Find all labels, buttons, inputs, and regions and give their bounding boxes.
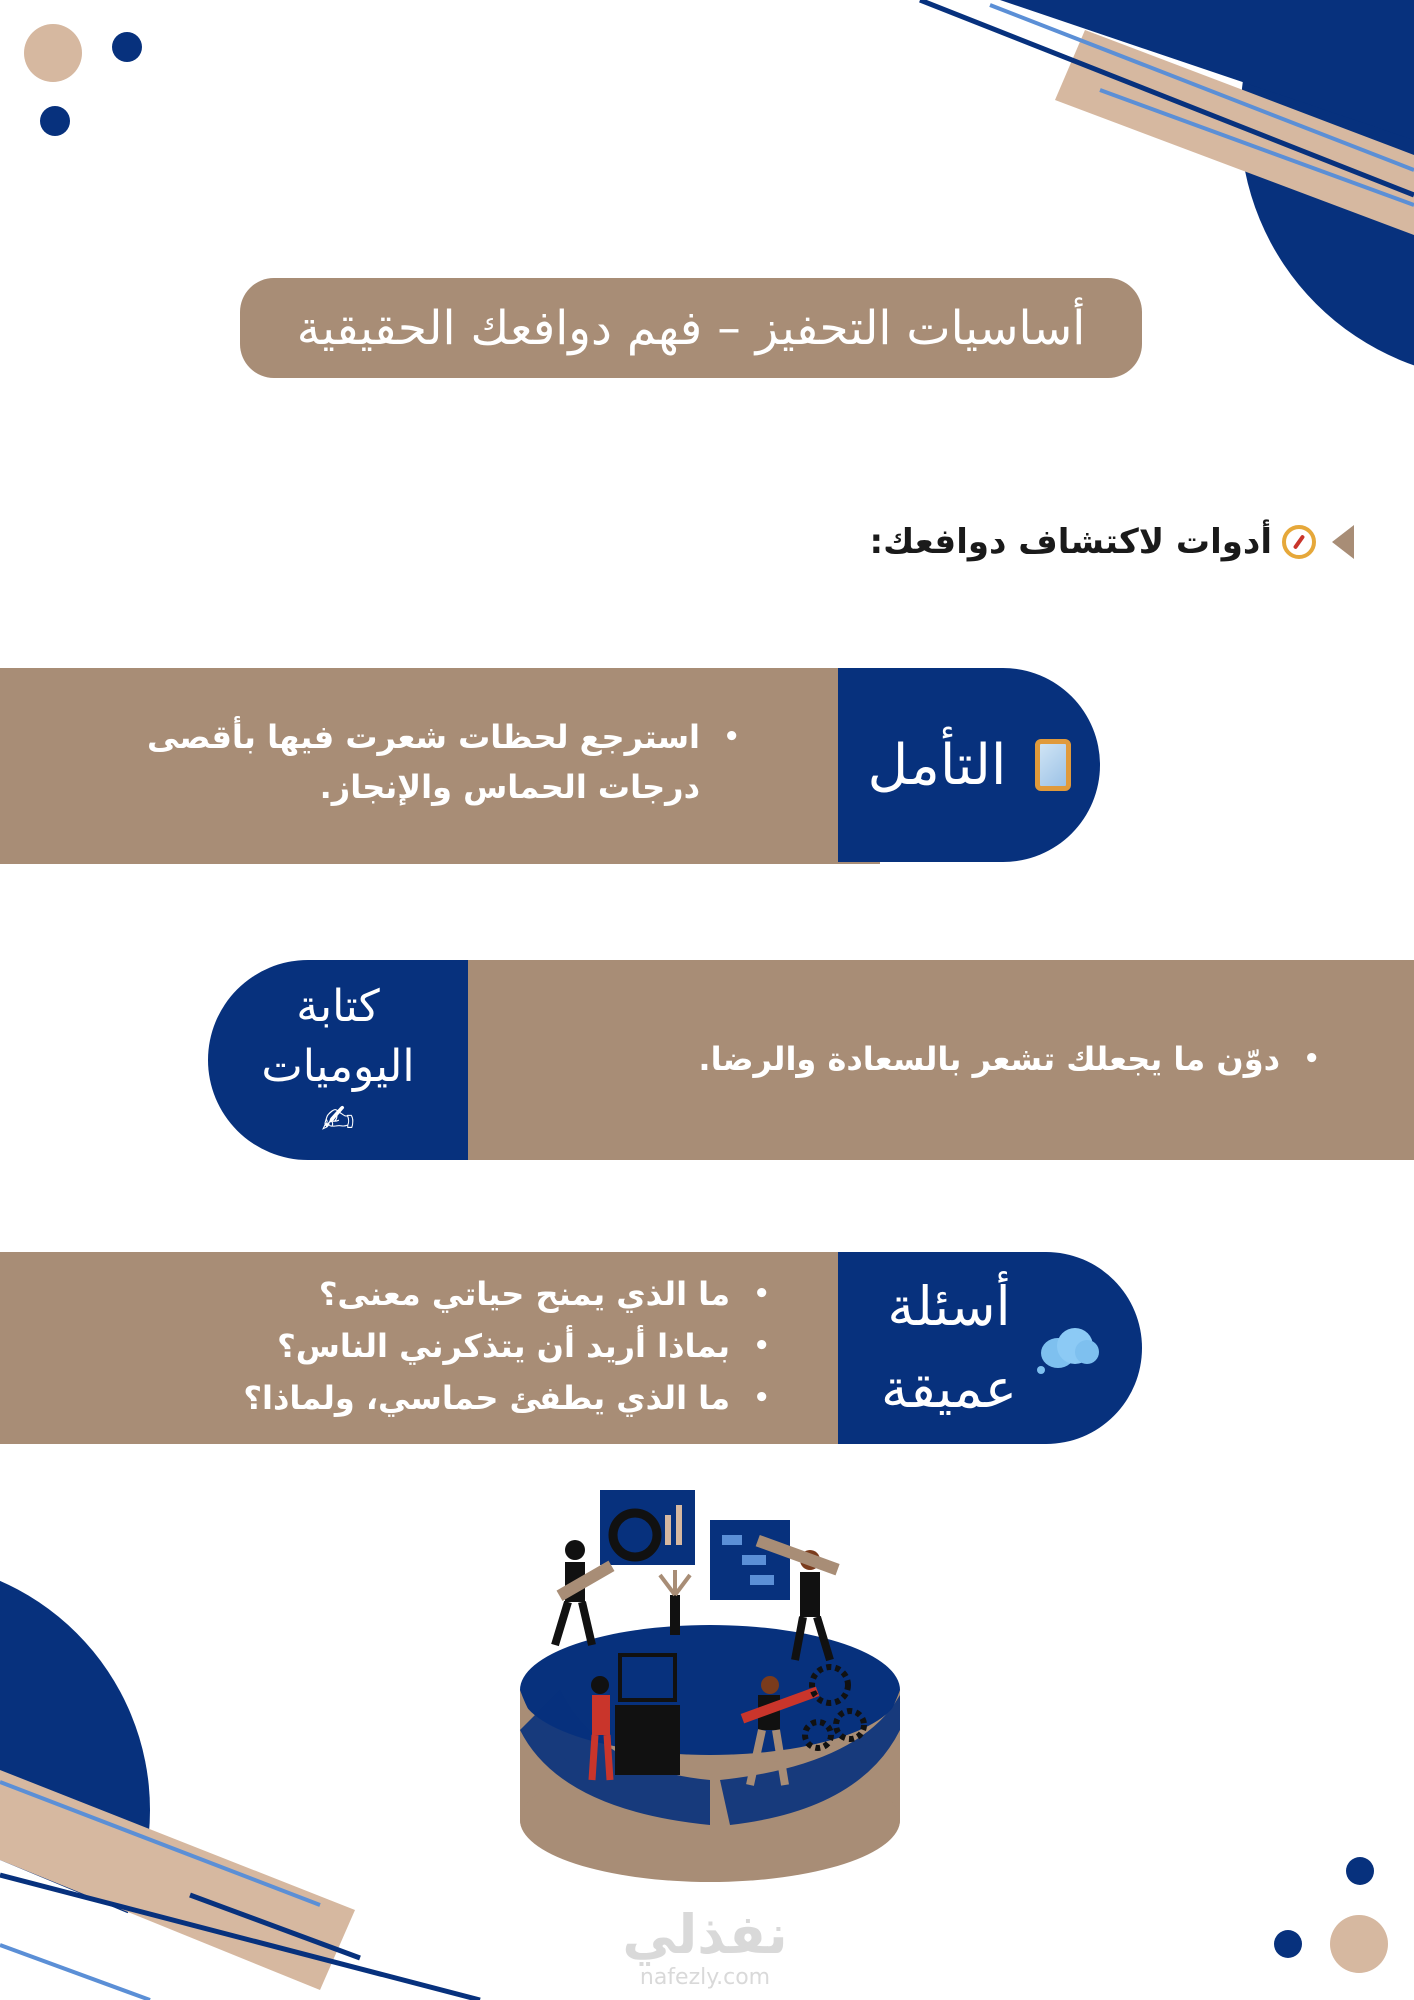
card-reflection-bullets [110, 712, 740, 812]
card-journal-title-line1: كتابة [296, 981, 380, 1032]
writing-hand-icon: ✍ [321, 1097, 355, 1143]
card-reflection-label [838, 668, 1100, 862]
list-item: • استرجع لحظات شعرت فيها بأقصى درجات الحماس والإنجاز. [110, 712, 740, 812]
compass-icon [1282, 525, 1316, 559]
decorative-dot [1330, 1915, 1388, 1973]
card-reflection-title: التأمل [867, 732, 1007, 798]
watermark-logo-text: نفذلي [622, 1903, 788, 1966]
watermark-url: nafezly.com [639, 1965, 771, 1990]
list-item: • ما الذي يطفئ حماسي، ولماذا؟ [160, 1372, 770, 1424]
list-item: • بماذا أريد أن يتذكرني الناس؟ [160, 1320, 770, 1372]
card-journal-label [208, 960, 468, 1160]
teamwork-illustration [500, 1480, 920, 1910]
page-title-banner [240, 278, 1142, 378]
page-title: أساسيات التحفيز – فهم دوافعك الحقيقية [296, 300, 1086, 356]
card-journal-title-line2: اليوميات [261, 1041, 415, 1092]
arrow-left-icon [1332, 525, 1354, 559]
decorative-dot [24, 24, 82, 82]
card-questions-title-line2: عميقة [881, 1357, 1018, 1420]
decorative-dot [1346, 1857, 1374, 1885]
card-questions-bullets [160, 1268, 770, 1424]
mirror-icon [1035, 739, 1071, 791]
card-questions-title-line1: أسئلة [887, 1275, 1011, 1338]
decorative-dot [112, 32, 142, 62]
thought-cloud-icon [1037, 1326, 1099, 1370]
list-item: • ما الذي يمنح حياتي معنى؟ [160, 1268, 770, 1320]
card-questions-label [838, 1252, 1142, 1444]
decorative-dot [1274, 1930, 1302, 1958]
watermark [620, 1905, 790, 1991]
intro-text: أدوات لاكتشاف دوافعك: [869, 522, 1272, 562]
intro-line [869, 510, 1354, 574]
decorative-dot [40, 106, 70, 136]
list-item: • دوّن ما يجعلك تشعر بالسعادة والرضا. [620, 1034, 1320, 1084]
card-journal-bullets [620, 1034, 1320, 1084]
